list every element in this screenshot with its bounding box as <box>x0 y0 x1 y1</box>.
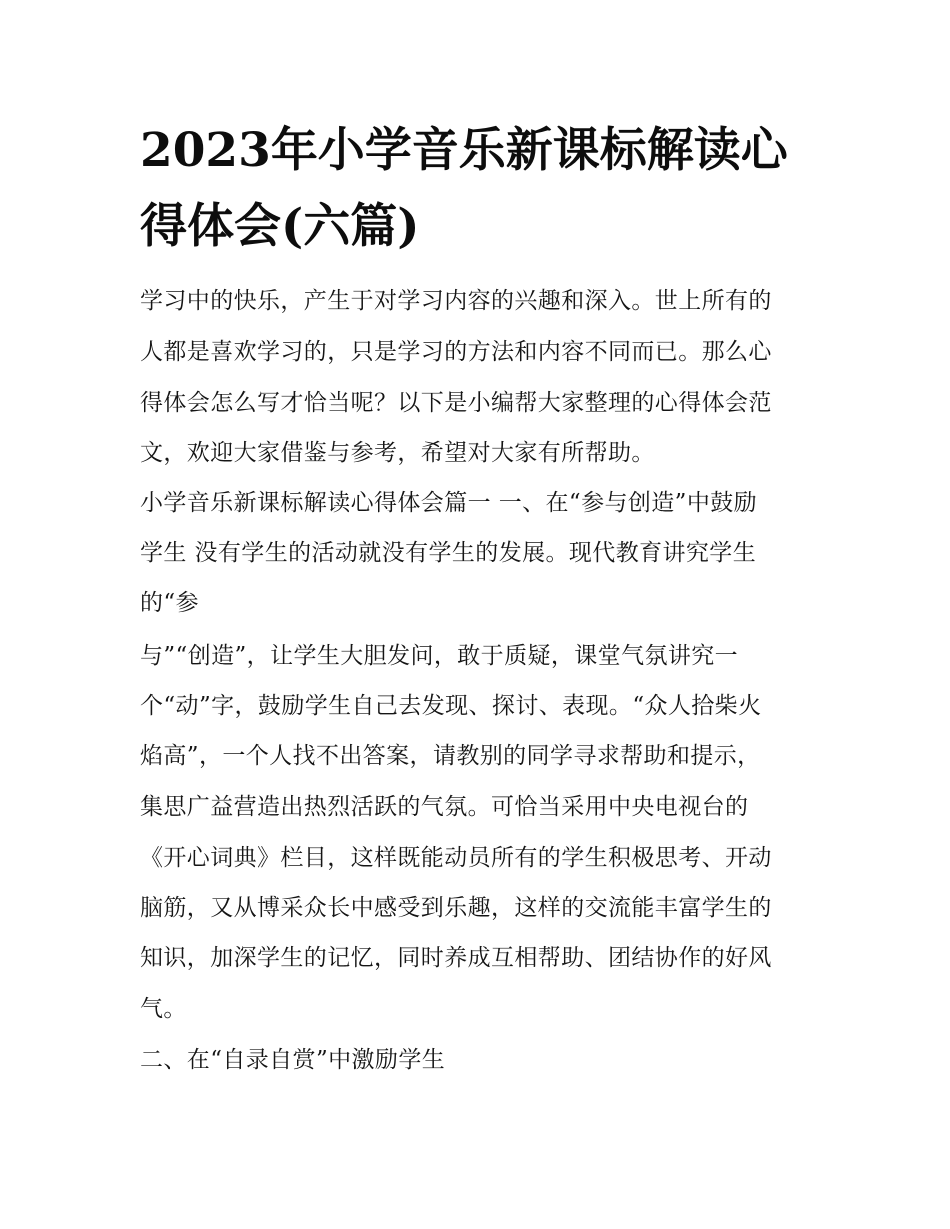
body-line: 集思广益营造出热烈活跃的气氛。可恰当采用中央电视台的 <box>140 794 749 820</box>
body-line: 与”“创造”，让学生大胆发问，敢于质疑，课堂气氛讲究一 <box>140 643 739 669</box>
body-line: 《开心词典》栏目，这样既能动员所有的学生积极思考、开动 <box>140 845 772 871</box>
body-line: 文，欢迎大家借鉴与参考，希望对大家有所帮助。 <box>140 440 655 466</box>
section-heading: 二、在“自录自赏”中激励学生 <box>140 1047 446 1073</box>
body-line: 焰高”，一个人找不出答案，请教别的同学寻求帮助和提示， <box>140 743 761 769</box>
body-line: 知识，加深学生的记忆，同时养成互相帮助、团结协作的好风 <box>140 945 772 971</box>
body-line: 人都是喜欢学习的，只是学习的方法和内容不同而已。那么心 <box>140 339 772 365</box>
body-line: 学习中的快乐，产生于对学习内容的兴趣和深入。世上所有的 <box>140 288 772 314</box>
body-line: 得体会怎么写才恰当呢？以下是小编帮大家整理的心得体会范 <box>140 390 772 416</box>
body-line: 的“参 <box>140 590 199 616</box>
title-year: 2023 <box>140 123 271 178</box>
document-title-line-2: 得体会(六篇) <box>140 199 420 254</box>
body-line: 气。 <box>140 996 187 1022</box>
body-line: 个“动”字，鼓励学生自己去发现、探讨、表现。“众人拾柴火 <box>140 693 762 719</box>
body-line: 小学音乐新课标解读心得体会篇一 一、在“参与创造”中鼓励 <box>140 490 758 516</box>
body-line: 学生 没有学生的活动就没有学生的发展。现代教育讲究学生 <box>140 540 757 566</box>
title-text: 年小学音乐新课标解读心 <box>270 123 788 178</box>
body-line: 脑筋，又从博采众长中感受到乐趣，这样的交流能丰富学生的 <box>140 895 772 921</box>
document-title-line-1 <box>140 123 820 178</box>
